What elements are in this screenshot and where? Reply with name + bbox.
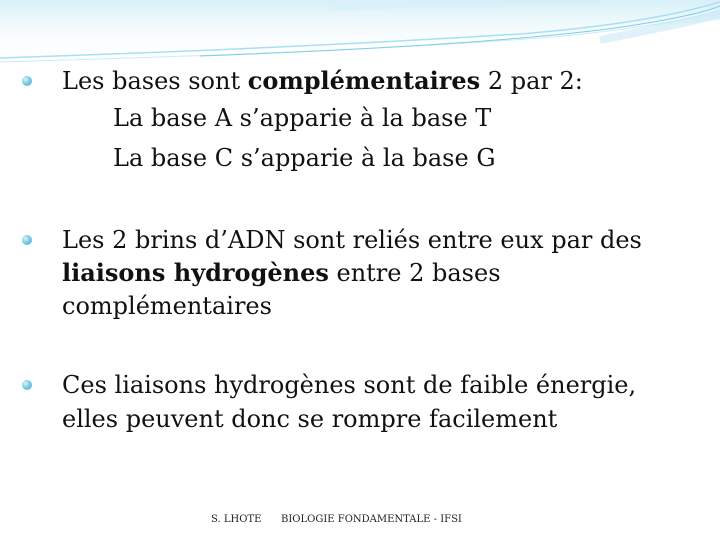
bullet-2-text-post: entre 2 bases	[328, 259, 501, 287]
bullet-2-line-3: complémentaires	[62, 292, 272, 320]
footer-author: S. LHOTE	[211, 514, 262, 525]
bullet-2-line-2	[62, 256, 501, 290]
bullet-2-dot	[22, 235, 32, 245]
bullet-1-dot	[22, 76, 32, 86]
bullet-2-text-bold: liaisons hydrogènes	[62, 258, 329, 287]
bullet-1-text-post: 2 par 2:	[480, 67, 583, 95]
bullet-1-text-pre: Les bases sont	[62, 67, 248, 95]
bullet-1-sub-1: La base A s’apparie à la base T	[113, 104, 492, 132]
bullet-3-dot	[22, 380, 32, 390]
bullet-2-line-1: Les 2 brins d’ADN sont reliés entre eux par des	[62, 226, 642, 254]
bullet-1-sub-2: La base C s’apparie à la base G	[113, 144, 496, 172]
footer-course: BIOLOGIE FONDAMENTALE - IFSI	[281, 514, 462, 525]
bullet-1-text-bold: complémentaires	[247, 66, 481, 95]
bullet-3-line-1: Ces liaisons hydrogènes sont de faible énergie,	[62, 371, 637, 399]
bullet-1-line	[62, 64, 583, 98]
bullet-3-line-2: elles peuvent donc se rompre facilement	[62, 405, 558, 433]
